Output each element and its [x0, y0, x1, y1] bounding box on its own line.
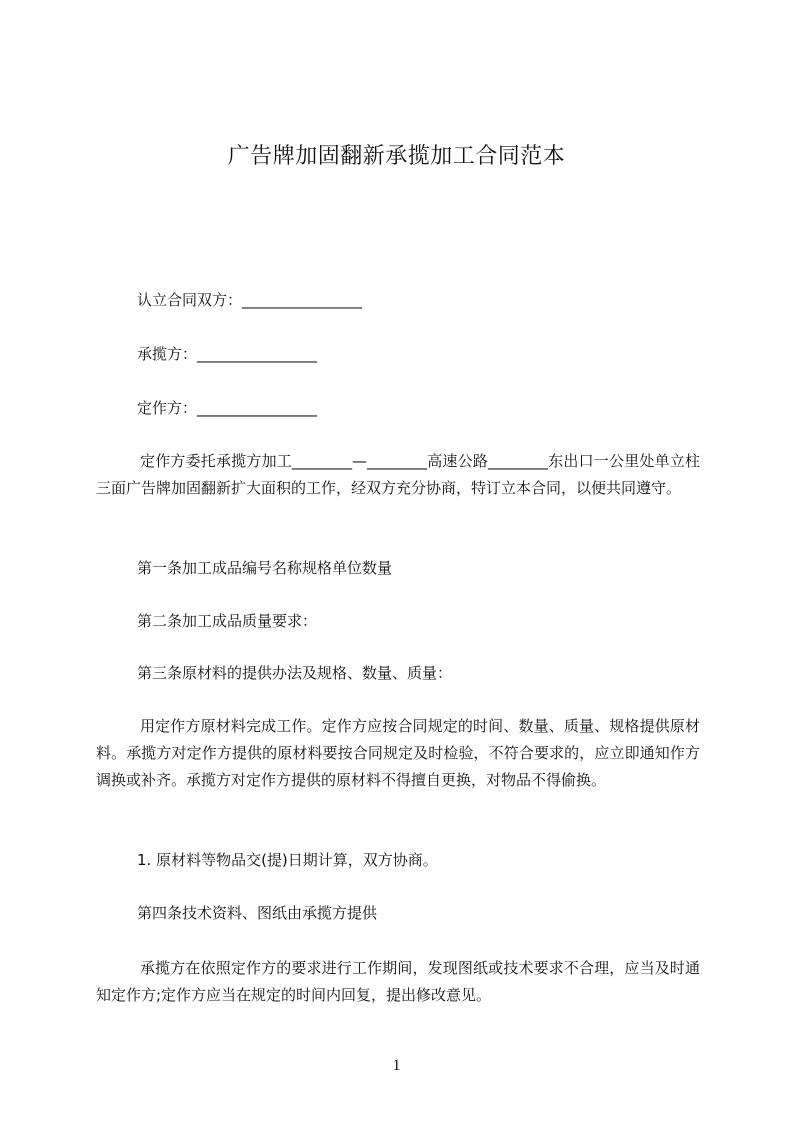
article-2-heading: 第二条加工成品质量要求：: [137, 612, 318, 630]
article-4-heading: 第四条技术资料、图纸由承揽方提供: [137, 904, 378, 922]
article-1-heading: 第一条加工成品编号名称规格单位数量: [137, 559, 393, 577]
intro-paragraph: 定作方委托承揽方加工________—________高速公路________东出口一公里处单立柱三面广告牌加固翻新扩大面积的工作，经双方充分协商，特订立本合同，以便共同遵守。: [96, 452, 700, 497]
article-3-heading: 第三条原材料的提供办法及规格、数量、质量：: [137, 664, 453, 682]
document-title: 广告牌加固翻新承揽加工合同范本: [227, 144, 566, 169]
client-line: 定作方：________________: [137, 399, 318, 417]
page-number: 1: [392, 1057, 401, 1074]
article-3-paragraph: 用定作方原材料完成工作。定作方应按合同规定的时间、数量、质量、规格提供原材料。承揽方对定作方提供的原材料要按合同规定及时检验，不符合要求的，应立即通知作方调换或补齐。承揽方对定作方提供的原材料不得擅自更换，对物品不得偷换。: [96, 717, 700, 789]
article-4-paragraph: 承揽方在依照定作方的要求进行工作期间，发现图纸或技术要求不合理，应当及时通知定作方;定作方应当在规定的时间内回复，提出修改意见。: [96, 959, 700, 1004]
contractor-line: 承揽方：________________: [137, 345, 318, 363]
item-1-line: 1. 原材料等物品交(提)日期计算，双方协商。: [137, 851, 438, 869]
parties-line: 认立合同双方：________________: [137, 291, 363, 309]
